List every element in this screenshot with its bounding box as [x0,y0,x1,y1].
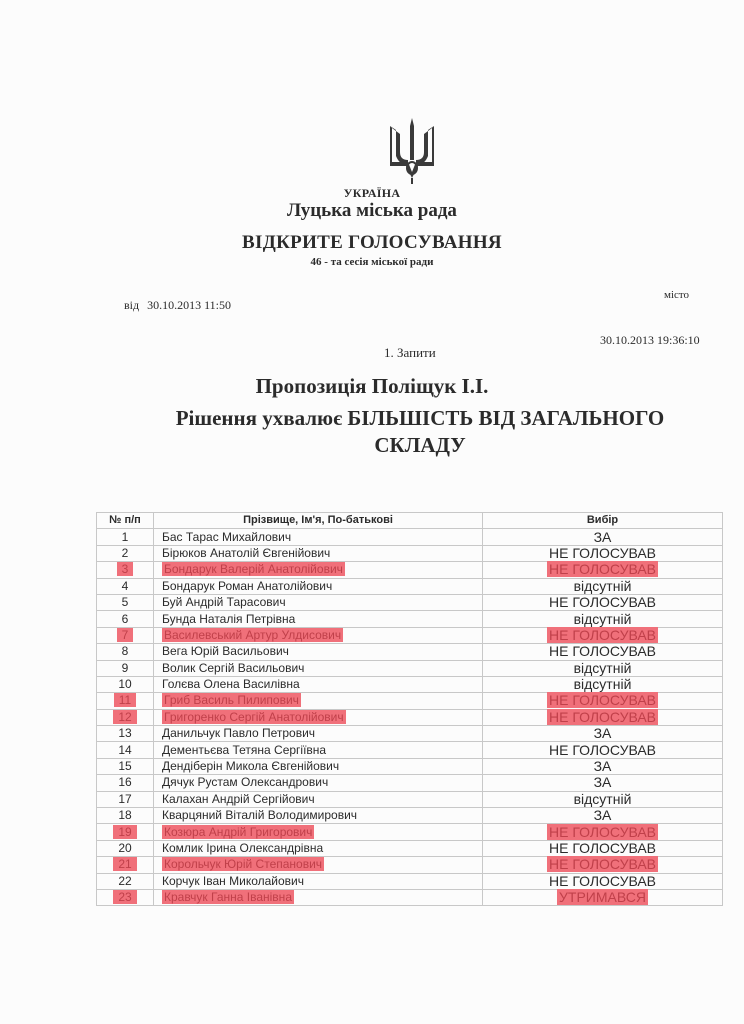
table-row [97,676,723,692]
deputy-name-cell [154,594,483,610]
vote-choice: НЕ ГОЛОСУВАВ [548,872,657,889]
vote-choice-cell [483,808,723,824]
vote-choice-cell [483,824,723,840]
row-number-cell [97,660,154,676]
table-row [97,627,723,643]
deputy-name: Комлик Ірина Олександрівна [162,841,324,855]
votes-table [96,512,723,906]
agenda-item: 1. Запити [384,345,436,360]
deputy-name: Василевський Артур Улдисович [164,627,342,642]
row-number: 23 [113,890,136,904]
vote-choice-cell [483,644,723,660]
vote-choice: УТРИМАВСЯ [559,889,646,906]
trident-emblem-icon [386,116,438,186]
deputy-name-cell [154,726,483,742]
deputy-name: Буй Андрій Тарасович [162,595,286,610]
vote-timestamp: 30.10.2013 19:36:10 [600,333,700,347]
deputy-name-cell [154,627,483,643]
table-row [97,857,723,873]
row-number-cell [97,840,154,856]
vote-choice: НЕ ГОЛОСУВАВ [548,741,657,758]
vote-choice-cell [483,873,723,889]
vote-choice-cell [483,660,723,676]
table-row [97,545,723,561]
deputy-name: Дячук Рустам Олександрович [162,775,329,790]
row-number-cell [97,808,154,824]
vote-choice: НЕ ГОЛОСУВАВ [548,643,657,660]
row-number: 10 [118,677,132,692]
vote-choice-cell [483,726,723,742]
table-row [97,840,723,856]
row-number: 13 [118,726,132,741]
deputy-name-cell [154,562,483,578]
vote-choice: НЕ ГОЛОСУВАВ [548,692,657,709]
row-number-cell [97,676,154,692]
row-number: 21 [113,857,136,871]
from-label: від [124,298,140,312]
deputy-name-cell [154,873,483,889]
vote-choice: відсутній [573,659,632,676]
deputy-name: Вега Юрій Васильович [162,644,289,659]
deputy-name: Корчук Іван Миколайович [162,873,304,888]
vote-choice: НЕ ГОЛОСУВАВ [548,823,657,840]
city-label: місто [664,289,690,301]
vote-choice: відсутній [573,676,632,693]
vote-choice-cell [483,594,723,610]
proposal-title: Пропозиція Поліщук І.І. [255,374,489,398]
table-row [97,693,723,709]
deputy-name: Дендіберін Микола Євгенійович [162,759,340,774]
deputy-name-cell [154,693,483,709]
row-number: 2 [121,545,129,560]
vote-choice: ЗА [593,774,612,791]
row-number-cell [97,693,154,709]
table-row [97,824,723,840]
deputy-name-cell [154,758,483,774]
vote-choice: відсутній [573,577,632,594]
row-number-cell [97,611,154,627]
deputy-name: Козюра Андрій Григорович [164,824,313,839]
deputy-name: Григоренко Сергій Анатолійович [164,709,344,724]
deputy-name: Бірюков Анатолій Євгенійович [162,545,331,560]
table-row [97,578,723,594]
deputy-name-cell [154,857,483,873]
row-number-cell [97,726,154,742]
row-number-cell [97,594,154,610]
row-number-cell [97,873,154,889]
table-row [97,709,723,725]
vote-choice: НЕ ГОЛОСУВАВ [548,626,657,643]
row-number-cell [97,545,154,561]
row-number: 1 [121,529,129,544]
row-number: 8 [121,644,129,659]
deputy-name-cell [154,578,483,594]
deputy-name: Гриб Василь Пилипович [164,693,299,708]
column-header-choice: Вибір [483,513,723,529]
country-heading: УКРАЇНА [343,186,401,200]
vote-choice: ЗА [593,807,612,824]
row-number: 9 [121,660,129,675]
table-row [97,611,723,627]
deputy-name-cell [154,824,483,840]
row-number: 11 [114,693,136,707]
deputy-name: Бас Тарас Михайлович [162,529,292,544]
deputy-name-cell [154,840,483,856]
vote-choice: НЕ ГОЛОСУВАВ [548,544,657,561]
deputy-name-cell [154,791,483,807]
council-name: Луцька міська рада [287,200,457,221]
vote-choice-cell [483,627,723,643]
row-number-cell [97,644,154,660]
row-number: 5 [121,595,129,610]
vote-choice: ЗА [593,528,612,545]
deputy-name-cell [154,676,483,692]
table-row [97,644,723,660]
deputy-name: Дементьєва Тетяна Сергіївна [162,742,327,757]
from-datetime: 30.10.2013 11:50 [147,298,231,312]
row-number: 20 [118,841,132,855]
vote-choice: ЗА [593,758,612,775]
vote-choice-cell [483,545,723,561]
row-number: 7 [117,628,134,642]
deputy-name-cell [154,529,483,545]
deputy-name: Голєва Олена Василівна [162,677,300,692]
vote-choice: НЕ ГОЛОСУВАВ [548,561,657,578]
vote-choice-cell [483,709,723,725]
deputy-name: Бондарук Роман Анатолійович [162,578,333,593]
row-number-cell [97,775,154,791]
table-row [97,791,723,807]
table-header-row [97,513,723,529]
row-number-cell [97,709,154,725]
table-row [97,594,723,610]
vote-choice-cell [483,529,723,545]
deputy-name-cell [154,644,483,660]
table-body [97,529,723,906]
vote-choice-cell [483,889,723,905]
row-number-cell [97,529,154,545]
decision-rule: Рішення ухвалює БІЛЬШІСТЬ ВІД ЗАГАЛЬНОГО СКЛАДУ [175,406,665,457]
deputy-name-cell [154,742,483,758]
deputy-name: Бунда Наталія Петрівна [162,611,296,626]
table-row [97,758,723,774]
deputy-name: Корольчук Юрій Степанович [164,857,323,872]
deputy-name-cell [154,775,483,791]
vote-choice-cell [483,857,723,873]
deputy-name-cell [154,889,483,905]
vote-choice-cell [483,791,723,807]
vote-choice: ЗА [593,725,612,742]
row-number-cell [97,889,154,905]
row-number: 15 [118,759,132,774]
deputy-name: Калахан Андрій Сергійович [162,791,315,806]
vote-choice: НЕ ГОЛОСУВАВ [548,856,657,873]
session-date [124,298,239,313]
row-number: 12 [113,710,136,724]
table-row [97,775,723,791]
vote-choice: НЕ ГОЛОСУВАВ [548,840,657,856]
row-number: 4 [121,578,129,593]
vote-choice-cell [483,758,723,774]
vote-choice-cell [483,775,723,791]
deputy-name: Бондарук Валерій Анатолійович [164,562,343,577]
vote-choice-cell [483,693,723,709]
column-header-number: № п/п [97,513,154,529]
deputy-name: Кварцяний Віталій Володимирович [162,808,358,823]
vote-choice-cell [483,578,723,594]
row-number-cell [97,857,154,873]
row-number-cell [97,562,154,578]
vote-choice-cell [483,562,723,578]
deputy-name-cell [154,611,483,627]
row-number: 19 [113,825,136,839]
table-row [97,808,723,824]
deputy-name: Данильчук Павло Петрович [162,726,316,741]
row-number-cell [97,742,154,758]
vote-choice-cell [483,611,723,627]
table-row [97,726,723,742]
row-number: 3 [117,562,134,576]
deputy-name-cell [154,545,483,561]
deputy-name: Волик Сергій Васильович [162,660,305,675]
row-number: 17 [118,791,132,806]
row-number: 14 [118,742,132,757]
deputy-name: Кравчук Ганна Іванівна [164,890,292,905]
column-header-name: Прізвище, Ім'я, По-батькові [154,513,483,529]
table-row [97,889,723,905]
row-number: 18 [118,808,132,823]
vote-choice-cell [483,676,723,692]
deputy-name-cell [154,808,483,824]
row-number-cell [97,791,154,807]
table-row [97,873,723,889]
row-number: 6 [121,611,129,626]
row-number: 22 [118,873,132,888]
row-number-cell [97,824,154,840]
deputy-name-cell [154,660,483,676]
session-label: 46 - та сесія міської ради [310,256,434,268]
table-row [97,742,723,758]
table-row [97,562,723,578]
vote-choice: НЕ ГОЛОСУВАВ [548,708,657,725]
table-row [97,529,723,545]
row-number-cell [97,627,154,643]
table-row [97,660,723,676]
row-number-cell [97,758,154,774]
vote-choice: НЕ ГОЛОСУВАВ [548,594,657,611]
vote-type-title: ВІДКРИТЕ ГОЛОСУВАННЯ [242,232,502,253]
vote-choice-cell [483,742,723,758]
deputy-name-cell [154,709,483,725]
vote-choice: відсутній [573,790,632,807]
row-number: 16 [118,775,132,790]
vote-choice-cell [483,840,723,856]
row-number-cell [97,578,154,594]
vote-choice: відсутній [573,610,632,627]
